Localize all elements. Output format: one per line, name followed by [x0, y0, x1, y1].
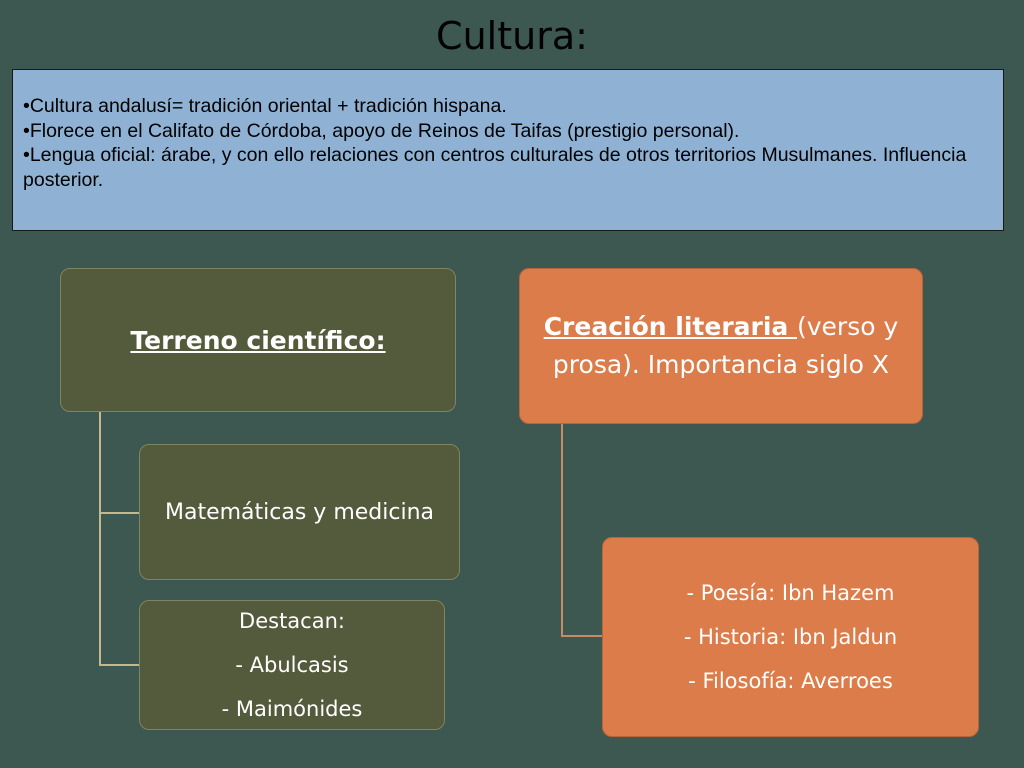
scientific-header-box — [60, 268, 456, 412]
author-poetry: - Poesía: Ibn Hazem — [686, 581, 895, 605]
author-philosophy: - Filosofía: Averroes — [688, 669, 893, 693]
info-line-3: •Lengua oficial: árabe, y con ello relaciones con centros culturales de otros territorios Musulmanes. Influencia posterior. — [23, 144, 967, 191]
literary-header-rest: (verso y prosa). Importancia siglo X — [552, 312, 899, 379]
notable-heading: Destacan: — [239, 609, 345, 633]
info-box — [12, 69, 1004, 231]
literary-header-underlined: Creación literaria — [543, 312, 797, 341]
scientific-header: Terreno científico: — [130, 325, 386, 355]
left-connector-vertical — [99, 412, 101, 666]
left-connector-branch-1 — [99, 512, 140, 514]
math-medicine-label: Matemáticas y medicina — [165, 499, 434, 525]
left-connector-branch-2 — [99, 664, 140, 666]
notable-figures-box — [139, 600, 445, 730]
info-line-1: •Cultura andalusí= tradición oriental + tradición hispana. — [23, 95, 507, 117]
right-connector-vertical — [561, 424, 563, 637]
literary-header-box — [519, 268, 923, 424]
notable-maimonides: - Maimónides — [221, 697, 363, 721]
notable-abulcasis: - Abulcasis — [235, 653, 349, 677]
author-history: - Historia: Ibn Jaldun — [683, 625, 898, 649]
authors-box — [602, 537, 979, 737]
title-text: Cultura — [436, 14, 576, 58]
info-line-2: •Florece en el Califato de Córdoba, apoyo de Reinos de Taifas (prestigio personal). — [23, 119, 740, 142]
literary-header — [520, 308, 922, 384]
slide-title — [0, 14, 1024, 58]
right-connector-branch — [561, 635, 603, 637]
title-colon: : — [575, 14, 588, 58]
math-medicine-box — [139, 444, 460, 580]
